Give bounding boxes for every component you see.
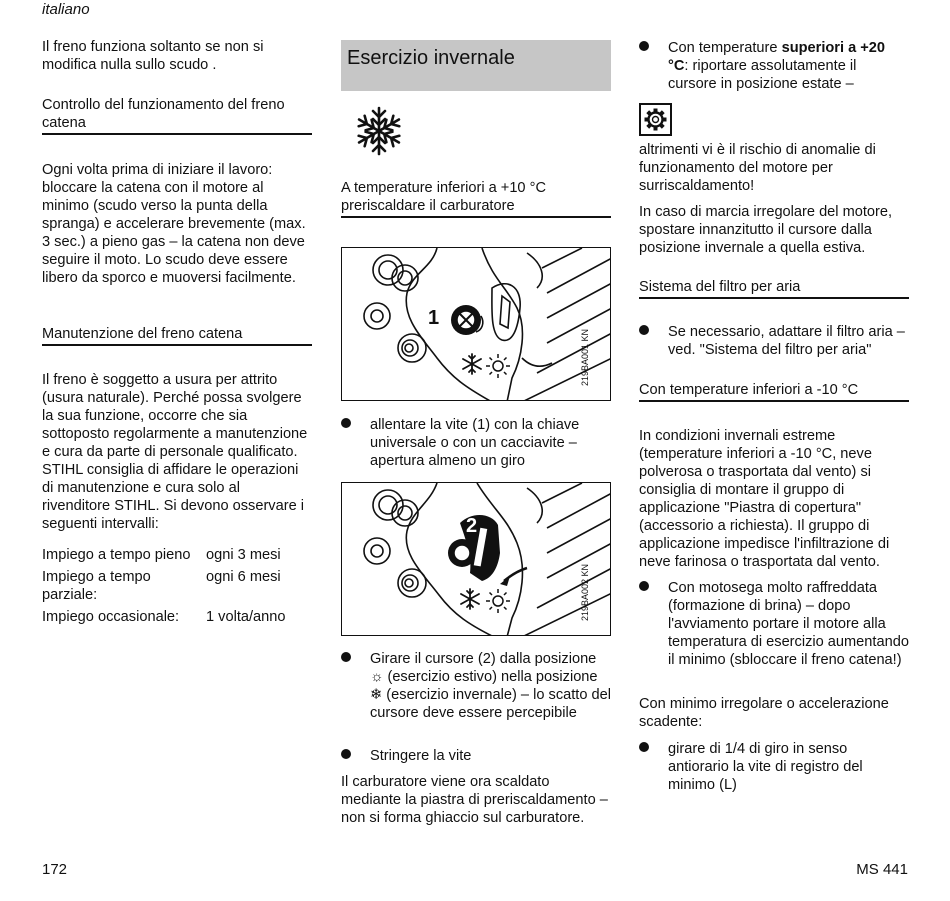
- bullet-dot: [639, 41, 649, 51]
- paragraph-brake-check: Ogni volta prima di iniziare il lavoro: bloccare la catena con il motore al minimo (scudo verso la punta della spranga) e accelerare brevemente (max. 3 sec.) a pieno gas – la catena non deve seguire il moto. Lo scudo deve essere libero da sporco e muoversi facilmente.: [42, 162, 306, 286]
- list-item: [639, 39, 909, 93]
- section-banner-winter: Esercizio invernale: [341, 40, 611, 91]
- figure-loosen-screw: [341, 247, 611, 401]
- bullet-text: girare di 1/4 di giro in senso antiorario la vite di registro del minimo (L): [668, 741, 863, 793]
- interval-value: ogni 6 mesi: [206, 569, 281, 585]
- paragraph-irregular-idle: Con minimo irregolare o accelerazione scadente:: [639, 696, 889, 730]
- bullet-dot: [639, 581, 649, 591]
- snowflake-icon: [355, 105, 403, 157]
- bullet-text: allentare la vite (1) con la chiave universale o con un cacciavite – apertura almeno un giro: [370, 417, 580, 469]
- sun-icon: ☼: [370, 669, 384, 685]
- bullet-text-emphasis: superiori a +20 °C: [668, 40, 886, 74]
- heading-air-filter: Sistema del filtro per aria: [639, 278, 909, 299]
- gear-icon: [641, 105, 670, 134]
- maintenance-intervals: [42, 546, 312, 630]
- figure-slider-position: [341, 482, 611, 636]
- bullet-dot: [639, 742, 649, 752]
- bullet-text: (esercizio estivo) nella posizione: [387, 669, 598, 685]
- bullet-dot: [639, 325, 649, 335]
- paragraph-carburetor-heated: Il carburatore viene ora scaldato mediante la piastra di preriscaldamento – non si forma ghiaccio sul carburatore.: [341, 774, 608, 826]
- page-number: 172: [42, 861, 68, 878]
- interval-use: Impiego a tempo pieno: [42, 547, 191, 563]
- language-label: italiano: [42, 1, 90, 18]
- bullet-text: Girare il cursore (2) dalla posizione: [370, 651, 597, 667]
- interval-use: Impiego occasionale:: [42, 609, 180, 625]
- bullet-dot: [341, 418, 351, 428]
- list-item: [341, 747, 611, 765]
- interval-row: [42, 546, 286, 568]
- list-item: [639, 740, 909, 794]
- heading-below-minus-10: Con temperature inferiori a -10 °C: [639, 381, 909, 402]
- paragraph-brake-function: Il freno funziona soltanto se non si modifica nulla sullo scudo .: [42, 39, 264, 73]
- bullet-text: (esercizio invernale) – lo scatto del cursore deve essere percepibile: [370, 687, 611, 721]
- bullet-text: Con motosega molto raffreddata (formazione di brina) – dopo l'avviamento portare il motore alla temperatura di esercizio aumentando il minimo (sbloccare il freno catena!): [668, 580, 909, 668]
- paragraph-extreme-winter: In condizioni invernali estreme (temperature inferiori a -10 °C, neve polverosa o trasportata dal vento) si consiglia di montare il gruppo di applicazione "Piastra di copertura" (accessorio a richiesta). Il gruppo di applicazione impedisce l'infiltrazione di neve farinosa o trasportata dal vento.: [639, 428, 890, 570]
- illustration-carburetor-1: [342, 248, 611, 401]
- heading-brake-maintenance: Manutenzione del freno catena: [42, 325, 312, 346]
- bullet-text: Stringere la vite: [370, 748, 472, 764]
- bullet-dot: [341, 652, 351, 662]
- paragraph-brake-maintenance: Il freno è soggetto a usura per attrito (usura naturale). Perché possa svolgere la sua funzione, occorre che sia sottoposto regolarmente a manutenzione e cura da parte di personale qualificato. STIHL consiglia di affidare le operazioni di manutenzione e cura solo al rivenditore STIHL. Si devono osservare i seguenti intervalli:: [42, 372, 308, 532]
- interval-row: [42, 608, 286, 630]
- interval-value: ogni 3 mesi: [206, 547, 281, 563]
- figure-code: 219BA002 KN: [580, 563, 590, 621]
- illustration-carburetor-2: [342, 483, 611, 636]
- list-item: [639, 323, 909, 359]
- bullet-dot: [341, 749, 351, 759]
- callout-number: 1: [428, 307, 440, 329]
- bullet-text: : riportare assolutamente il cursore in posizione estate –: [668, 58, 857, 92]
- heading-preheat-carburetor: A temperature inferiori a +10 °C preriscaldare il carburatore: [341, 179, 611, 218]
- list-item: [341, 650, 611, 722]
- model-name: MS 441: [856, 861, 908, 878]
- gear-icon-box: [639, 103, 672, 136]
- callout-number: 2: [466, 515, 478, 537]
- interval-use: Impiego a tempo parziale:: [42, 569, 151, 603]
- heading-brake-check: Controllo del funzionamento del freno catena: [42, 96, 312, 135]
- list-item: [341, 416, 611, 470]
- figure-code: 219BA001 KN: [580, 328, 590, 386]
- paragraph-overheating: altrimenti vi è il rischio di anomalie di funzionamento del motore per surriscaldamento!: [639, 142, 876, 194]
- snowflake-icon: ❄: [370, 687, 383, 703]
- interval-row: [42, 568, 286, 608]
- interval-value: 1 volta/anno: [206, 609, 286, 625]
- paragraph-irregular-running: In caso di marcia irregolare del motore, spostare innanzitutto il cursore dalla posizione invernale a quella estiva.: [639, 204, 893, 256]
- bullet-text: Con temperature: [668, 40, 778, 56]
- list-item: [639, 579, 909, 669]
- bullet-text: Se necessario, adattare il filtro aria – ved. "Sistema del filtro per aria": [668, 324, 905, 358]
